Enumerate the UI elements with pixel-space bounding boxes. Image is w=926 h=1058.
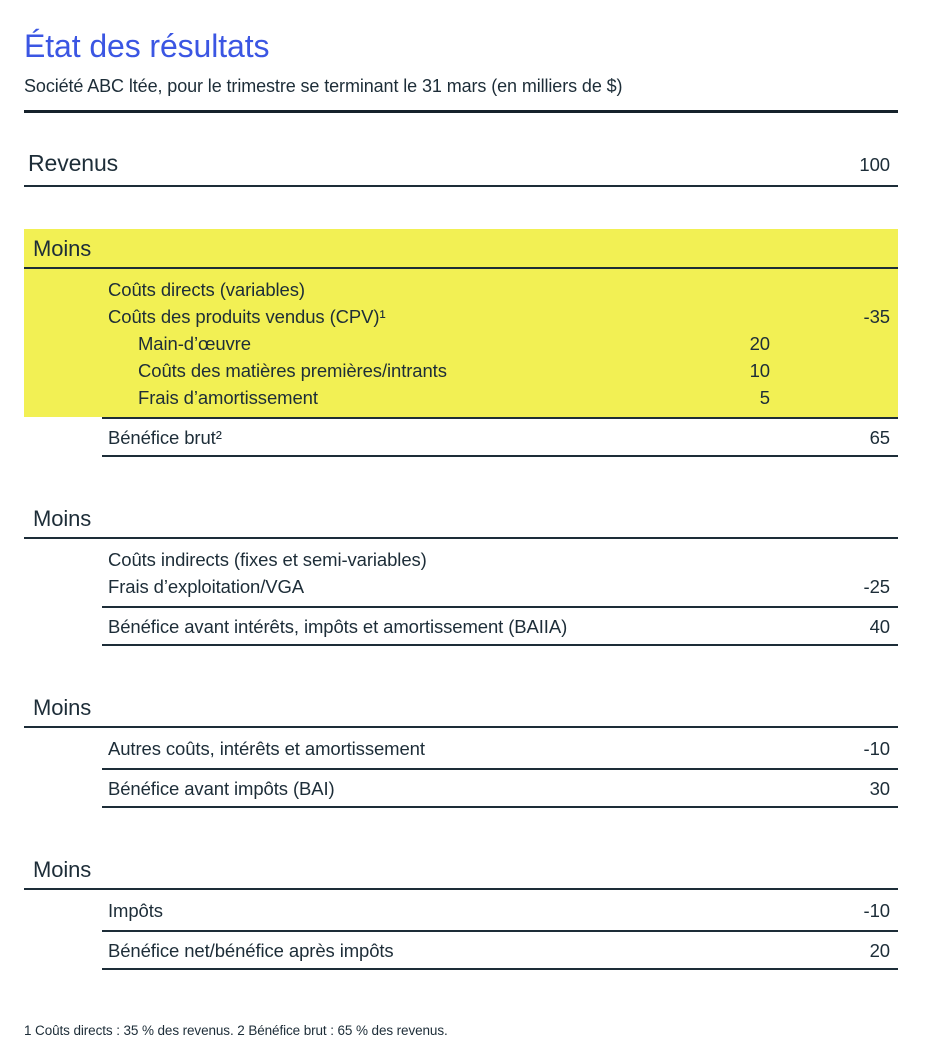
subtotal-value: 20 (869, 940, 890, 961)
line-item-label: Coûts indirects (fixes et semi-variables) (108, 549, 427, 570)
section-taxes (24, 854, 898, 970)
line-item-label: Coûts des matières premières/intrants (138, 360, 447, 381)
section-header-label: Moins (24, 854, 898, 890)
highlight-block (24, 229, 898, 417)
subtotal-row (102, 417, 898, 457)
line-items (102, 728, 898, 768)
line-item-value: 5 (759, 387, 770, 408)
subtotal-label: Bénéfice avant impôts (BAI) (108, 778, 335, 799)
line-item-row (102, 303, 898, 330)
subtotal-value: 40 (869, 616, 890, 637)
line-item-label: Impôts (108, 900, 163, 921)
subtotal-value: 65 (869, 427, 890, 448)
section-other-costs (24, 692, 898, 808)
line-item-row (102, 276, 898, 303)
page-subtitle: Société ABC ltée, pour le trimestre se terminant le 31 mars (en milliers de $) (24, 76, 623, 96)
line-item-row (102, 384, 898, 411)
line-item-label: Autres coûts, intérêts et amortissement (108, 738, 425, 759)
section-direct-costs (24, 229, 898, 457)
section-header-label: Moins (24, 692, 898, 728)
revenue-row (24, 121, 898, 187)
line-item-value: -10 (863, 738, 890, 759)
line-item-label: Main-d’œuvre (138, 333, 251, 354)
line-item-label: Coûts des produits vendus (CPV)¹ (108, 306, 386, 327)
subtotal-row (102, 606, 898, 646)
line-item-row (102, 735, 898, 762)
line-items (102, 890, 898, 930)
line-item-value: -10 (863, 900, 890, 921)
footnote: 1 Coûts directs : 35 % des revenus. 2 Bénéfice brut : 65 % des revenus. (24, 1023, 448, 1038)
line-item-row (102, 573, 898, 600)
subtotal-label: Bénéfice net/bénéfice après impôts (108, 940, 394, 961)
subtotal-label: Bénéfice avant intérêts, impôts et amortissement (BAIIA) (108, 616, 568, 637)
line-item-label: Coûts directs (variables) (108, 279, 305, 300)
line-item-value: -25 (863, 576, 890, 597)
subtotal-label: Bénéfice brut² (108, 427, 222, 448)
line-item-label: Frais d’exploitation/VGA (108, 576, 305, 597)
revenue-label: Revenus (28, 150, 119, 176)
line-item-row (102, 897, 898, 924)
section-header-label: Moins (24, 503, 898, 539)
section-indirect-costs (24, 503, 898, 646)
subtotal-row (102, 768, 898, 808)
line-item-value: -35 (863, 306, 890, 327)
subtotal-row (102, 930, 898, 970)
line-item-value: 20 (749, 333, 770, 354)
line-item-row (102, 357, 898, 384)
section-header-label: Moins (24, 229, 898, 269)
line-item-row (102, 546, 898, 573)
line-items (102, 269, 898, 417)
line-item-value: 10 (749, 360, 770, 381)
line-item-label: Frais d’amortissement (138, 387, 318, 408)
revenue-value: 100 (859, 154, 890, 175)
page-title: État des résultats (24, 28, 270, 64)
subtotal-value: 30 (869, 778, 890, 799)
line-items (102, 539, 898, 606)
header-divider (24, 110, 898, 113)
line-item-row (102, 330, 898, 357)
